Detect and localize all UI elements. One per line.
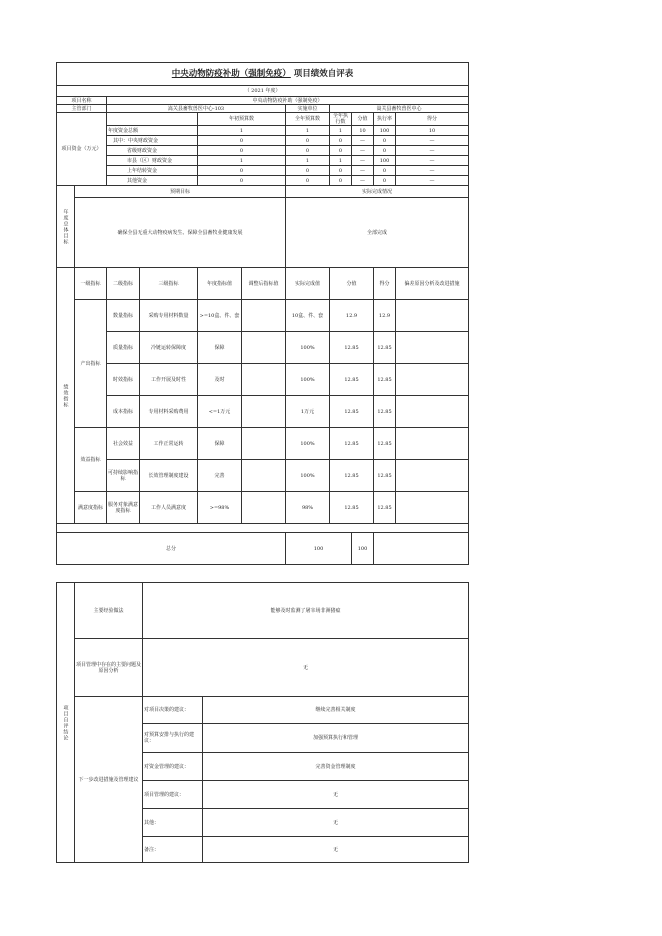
dept-label: 主管部门: [57, 105, 107, 113]
fund-header: 分值: [352, 113, 374, 126]
perf-got: 12.85: [374, 492, 396, 524]
fund-cell: —: [352, 166, 374, 176]
fund-cell: 0: [374, 146, 396, 156]
level1-satisfaction: 满意度指标: [75, 492, 107, 524]
suggestion-value: 无: [203, 809, 469, 837]
total-got: 100: [352, 533, 374, 565]
fund-row: [57, 156, 469, 166]
fund-cell: 1: [198, 156, 286, 166]
fund-cell: —: [396, 136, 469, 146]
fund-cell: 10: [352, 126, 374, 136]
fund-cell: 0: [374, 176, 396, 186]
project-name-label: 项目名称: [57, 97, 107, 105]
perf-got: 12.85: [374, 364, 396, 396]
perf-l2: 可持续影响指标: [107, 460, 140, 492]
perf-note: [396, 332, 469, 364]
total-score: 100: [286, 533, 352, 565]
perf-target: 保障: [198, 428, 242, 460]
fund-cell: 0: [198, 176, 286, 186]
dept-value: 嵩关县畜牧兽医中心-103: [107, 105, 286, 113]
fund-row: [57, 146, 469, 156]
suggestion-label: 对资金管理的建议：: [143, 753, 203, 781]
fund-row: [57, 166, 469, 176]
perf-actual: 100%: [286, 460, 330, 492]
experience-value: 能够及时监测了屠宰场非洲猪瘟: [143, 583, 469, 639]
perf-got: 12.85: [374, 332, 396, 364]
perf-target: >=98%: [198, 492, 242, 524]
fund-cell: 0: [286, 176, 330, 186]
suggestion-label: 备注：: [143, 837, 203, 863]
perf-l2: 质量指标: [107, 332, 140, 364]
perf-note: [396, 364, 469, 396]
perf-l2: 时效指标: [107, 364, 140, 396]
perf-row: [57, 460, 469, 492]
perf-actual: 100%: [286, 428, 330, 460]
fund-cell: 0: [330, 146, 352, 156]
fund-row-name: 省级财政资金: [107, 146, 198, 156]
next-steps-label: 下一步改进措施及管理建议: [75, 697, 143, 863]
perf-l2: 社会效益: [107, 428, 140, 460]
level1-benefit: 效益指标: [75, 428, 107, 492]
perf-note: [396, 460, 469, 492]
fund-cell: —: [352, 136, 374, 146]
fund-cell: 0: [330, 176, 352, 186]
perf-header: 三级指标: [140, 268, 198, 300]
perf-adjusted: [242, 332, 286, 364]
perf-adjusted: [242, 492, 286, 524]
perf-score: 12.9: [330, 300, 374, 332]
perf-note: [396, 300, 469, 332]
perf-adjusted: [242, 300, 286, 332]
perf-l3: 工作开展及时性: [140, 364, 198, 396]
goals-label: 年度总体目标: [57, 186, 75, 268]
perf-actual: 10盒、件、套: [286, 300, 330, 332]
perf-score: 12.85: [330, 492, 374, 524]
perf-l3: 工作人员满意度: [140, 492, 198, 524]
fund-cell: 0: [286, 146, 330, 156]
perf-header: 一级指标: [75, 268, 107, 300]
perf-row: [57, 428, 469, 460]
perf-actual: 98%: [286, 492, 330, 524]
perf-score: 12.85: [330, 364, 374, 396]
fund-cell: 1: [330, 156, 352, 166]
fund-row-name: 其他资金: [107, 176, 198, 186]
fund-cell: 1: [198, 126, 286, 136]
project-name-value: 中央动物防疫补助（强制免疫）: [107, 97, 469, 105]
evaluation-table: [56, 62, 469, 565]
fund-cell: 0: [198, 166, 286, 176]
perf-header: 调整后指标值: [242, 268, 286, 300]
review-section: [56, 582, 468, 863]
year-label: （ 2021 年度）: [57, 86, 469, 97]
perf-row: [57, 492, 469, 524]
actual-goal-label: 实际完成情况: [286, 186, 469, 198]
fund-cell: 0: [330, 166, 352, 176]
perf-score: 12.85: [330, 396, 374, 428]
unit-value: 嵩关县畜牧兽医中心: [330, 105, 469, 113]
fund-cell: 0: [286, 166, 330, 176]
perf-l3: 长效管理制度建设: [140, 460, 198, 492]
suggestion-label: 项目管理的建议：: [143, 781, 203, 809]
perf-got: 12.85: [374, 460, 396, 492]
fund-cell: —: [396, 166, 469, 176]
total-label: 总分: [57, 533, 286, 565]
perf-l2: 数量指标: [107, 300, 140, 332]
fund-row-name: 其中：中央财政资金: [107, 136, 198, 146]
expected-goal-value: 确保全县无重大动物疫病发生、保障全县畜牧业健康发展: [75, 198, 286, 268]
title-suffix: 项目绩效自评表: [293, 68, 354, 79]
perf-actual: 100%: [286, 364, 330, 396]
level1-output: 产出指标: [75, 300, 107, 428]
fund-row: [57, 176, 469, 186]
problems-label: 项目管理中存在的主要问题及原因分析: [75, 639, 143, 697]
perf-row: [57, 300, 469, 332]
perf-adjusted: [242, 428, 286, 460]
perf-l3: 冷链运转保障度: [140, 332, 198, 364]
perf-score: 12.85: [330, 428, 374, 460]
perf-header: 年度指标值: [198, 268, 242, 300]
fund-header: 执行率: [374, 113, 396, 126]
evaluation-sheet: [56, 62, 468, 565]
fund-cell: —: [396, 146, 469, 156]
fund-row-name: 上年结转资金: [107, 166, 198, 176]
problems-value: 无: [143, 639, 469, 697]
fund-cell: 1: [286, 126, 330, 136]
actual-goal-value: 全部完成: [286, 198, 469, 268]
perf-header: 得分: [374, 268, 396, 300]
fund-cell: —: [396, 156, 469, 166]
perf-header: 偏差原因分析及改进措施: [396, 268, 469, 300]
suggestion-label: 对项目决策的建议：: [143, 697, 203, 724]
fund-header: 全年预算数: [286, 113, 330, 126]
perf-adjusted: [242, 396, 286, 428]
perf-target: 保障: [198, 332, 242, 364]
perf-header: 实际完成值: [286, 268, 330, 300]
suggestion-value: 无: [203, 837, 469, 863]
perf-score: 12.85: [330, 460, 374, 492]
suggestion-label: 其他：: [143, 809, 203, 837]
perf-l3: 采购专用材料数量: [140, 300, 198, 332]
perf-got: 12.9: [374, 300, 396, 332]
perf-note: [396, 396, 469, 428]
perf-l2: 服务对象满意度指标: [107, 492, 140, 524]
fund-cell: 0: [198, 146, 286, 156]
perf-target: 及时: [198, 364, 242, 396]
fund-row-name: 市县（区）财政资金: [107, 156, 198, 166]
fund-cell: 1: [286, 156, 330, 166]
funds-label: 项目资金（万元）: [57, 113, 107, 186]
perf-row: [57, 364, 469, 396]
fund-cell: —: [352, 156, 374, 166]
perf-l3: 工作正常运转: [140, 428, 198, 460]
perf-header: 二级指标: [107, 268, 140, 300]
fund-cell: 0: [374, 136, 396, 146]
fund-row-name: 年度资金总额: [107, 126, 198, 136]
fund-cell: 10: [396, 126, 469, 136]
perf-target: <=1万元: [198, 396, 242, 428]
perf-l2: 成本指标: [107, 396, 140, 428]
review-label: 项目自评结论: [57, 583, 75, 863]
fund-cell: —: [352, 146, 374, 156]
perf-actual: 1万元: [286, 396, 330, 428]
suggestion-value: 加强预算执行和管理: [203, 724, 469, 753]
perf-row: [57, 396, 469, 428]
fund-cell: 0: [286, 136, 330, 146]
perf-adjusted: [242, 460, 286, 492]
perf-target: >=10盒、件、套: [198, 300, 242, 332]
perf-target: 完善: [198, 460, 242, 492]
perf-l3: 专用材料采购费用: [140, 396, 198, 428]
experience-label: 主要经验做法: [75, 583, 143, 639]
suggestion-value: 完善资金管理制度: [203, 753, 469, 781]
suggestion-value: 无: [203, 781, 469, 809]
fund-cell: 0: [198, 136, 286, 146]
perf-got: 12.85: [374, 428, 396, 460]
perf-row: [57, 332, 469, 364]
sheet-title: [57, 63, 469, 86]
fund-cell: 1: [330, 126, 352, 136]
perf-score: 12.85: [330, 332, 374, 364]
fund-row: [57, 126, 469, 136]
perf-label: 绩效指标: [57, 268, 75, 524]
review-table: [56, 582, 469, 863]
fund-cell: —: [352, 176, 374, 186]
perf-note: [396, 428, 469, 460]
suggestion-label: 对预算安排与执行的建议：: [143, 724, 203, 753]
title-project: 中央动物防疫补助（强制免疫）: [171, 68, 291, 79]
perf-actual: 100%: [286, 332, 330, 364]
fund-cell: —: [396, 176, 469, 186]
fund-header: 全年执行数: [330, 113, 352, 126]
suggestion-value: 继续完善相关制度: [203, 697, 469, 724]
spacer-row: [57, 524, 469, 533]
perf-header: 分值: [330, 268, 374, 300]
fund-cell: 0: [374, 166, 396, 176]
fund-cell: 100: [374, 126, 396, 136]
fund-cell: 0: [330, 136, 352, 146]
perf-note: [396, 492, 469, 524]
fund-row: [57, 136, 469, 146]
fund-header: 年初预算数: [198, 113, 286, 126]
unit-label: 实施单位: [286, 105, 330, 113]
fund-header: 得分: [396, 113, 469, 126]
perf-adjusted: [242, 364, 286, 396]
perf-got: 12.85: [374, 396, 396, 428]
fund-cell: 100: [374, 156, 396, 166]
expected-goal-label: 预期目标: [75, 186, 286, 198]
